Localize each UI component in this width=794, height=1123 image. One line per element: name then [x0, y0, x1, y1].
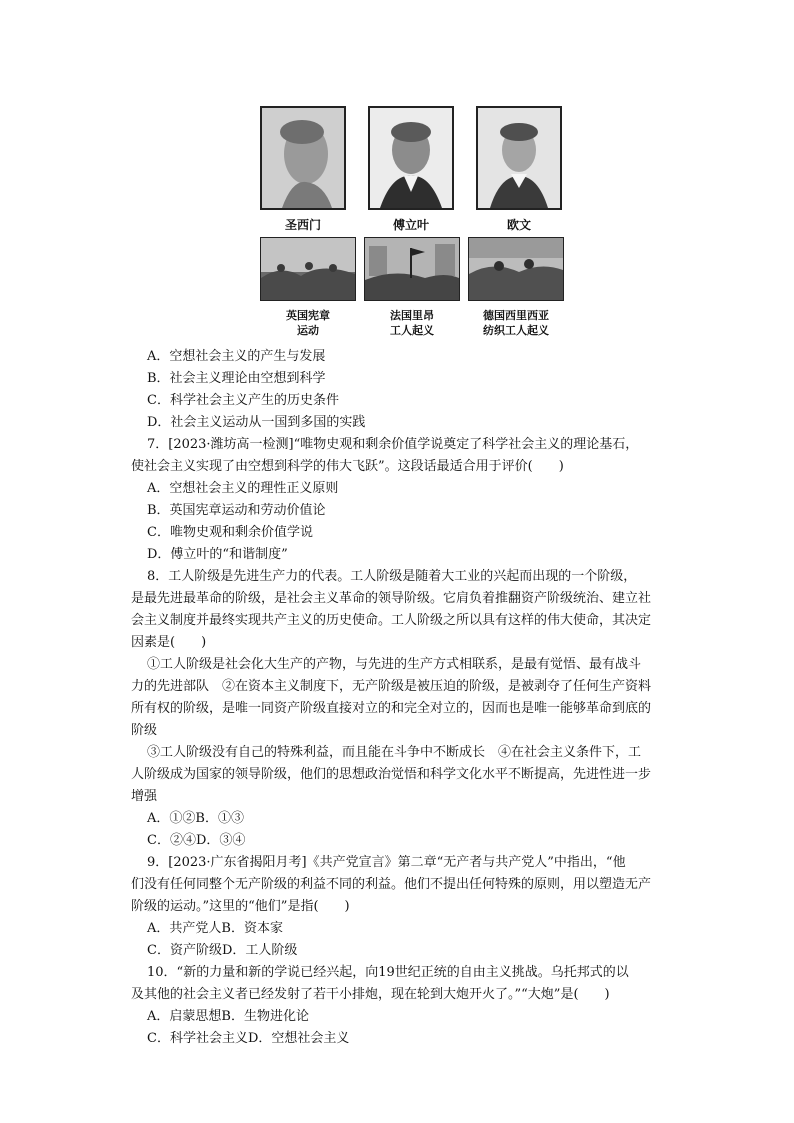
portrait-saint-simon — [260, 106, 346, 233]
q7-option: D．傅立叶的“和谐制度” — [147, 547, 288, 562]
q9-stem: 阶级的运动。”这里的“他们”是指( ) — [131, 899, 350, 914]
q7-option: C．唯物史观和剩余价值学说 — [147, 525, 313, 540]
q7-option: B．英国宪章运动和劳动价值论 — [147, 503, 326, 518]
q9-stem: 们没有任何同整个无产阶级的利益不同的利益。他们不提出任何特殊的原则，用以塑造无产 — [131, 877, 652, 892]
q6-option: B．社会主义理论由空想到科学 — [147, 371, 326, 386]
portrait-caption: 傅立叶 — [392, 218, 429, 232]
portrait-image — [260, 106, 346, 210]
question-text — [131, 346, 661, 1050]
event-image — [260, 237, 356, 301]
q8-stem: 是最先进最革命的阶级，是社会主义革命的领导阶级。它肩负着推翻资产阶级统治、建立社 — [131, 591, 652, 606]
event-caption: 法国里昂 工人起义 — [390, 309, 434, 337]
event-lyon — [364, 237, 460, 338]
q8-stem: 会主义制度并最终实现共产主义的历史使命。工人阶级之所以具有这样的伟大使命，其决定 — [131, 613, 652, 628]
q7-stem: 7．[2023·潍坊高一检测]“唯物史观和剩余价值学说奠定了科学社会主义的理论基石， — [147, 437, 639, 452]
q8-option: C．②④D．③④ — [147, 833, 246, 848]
q9-stem: 9．[2023·广东省揭阳月考]《共产党宣言》第二章“无产者与共产党人”中指出，“他 — [147, 855, 626, 870]
event-caption: 英国宪章 运动 — [286, 309, 330, 337]
q8-stem: 因素是( ) — [131, 635, 207, 650]
q8-item: 人阶级成为国家的领导阶级，他们的思想政治觉悟和科学文化水平不断提高，先进性进一步 — [131, 767, 652, 782]
q6-option: A．空想社会主义的产生与发展 — [147, 349, 326, 364]
q8-item: ③工人阶级没有自己的特殊利益，而且能在斗争中不断成长 ④在社会主义条件下，工 — [147, 745, 642, 760]
portrait-image — [368, 106, 454, 210]
q7-option: A．空想社会主义的理性正义原则 — [147, 481, 339, 496]
q8-item: 力的先进部队 ②在资本主义制度下，无产阶级是被压迫的阶级，是被剥夺了任何生产资料 — [131, 679, 652, 694]
q8-item: 阶级 — [131, 723, 158, 738]
q8-item: ①工人阶级是社会化大生产的产物，与先进的生产方式相联系，是最有觉悟、最有战斗 — [147, 657, 642, 672]
event-silesia — [468, 237, 564, 338]
q9-option: A．共产党人B．资本家 — [147, 921, 283, 936]
portrait-row — [0, 106, 794, 236]
q10-stem: 及其他的社会主义者已经发射了若干小排炮，现在轮到大炮开火了。”“大炮”是( ) — [131, 987, 610, 1002]
q9-option: C．资产阶级D．工人阶级 — [147, 943, 298, 958]
portrait-caption: 欧文 — [506, 218, 531, 232]
q6-option: C．科学社会主义产生的历史条件 — [147, 393, 339, 408]
portrait-image — [476, 106, 562, 210]
q10-stem: 10．“新的力量和新的学说已经兴起，向19世纪正统的自由主义挑战。乌托邦式的以 — [147, 965, 629, 980]
q10-option: A．启蒙思想B．生物进化论 — [147, 1009, 309, 1024]
portrait-fourier — [368, 106, 454, 233]
portrait-caption: 圣西门 — [284, 218, 321, 232]
q8-item: 所有权的阶级，是唯一同资产阶级直接对立的和完全对立的，因而也是唯一能够革命到底的 — [131, 701, 652, 716]
q6-option: D．社会主义运动从一国到多国的实践 — [147, 415, 366, 430]
q8-stem: 8．工人阶级是先进生产力的代表。工人阶级是随着大工业的兴起而出现的一个阶级， — [147, 569, 637, 584]
q8-option: A．①②B．①③ — [147, 811, 244, 826]
q7-stem: 使社会主义实现了由空想到科学的伟大飞跃”。这段话最适合用于评价( ) — [131, 459, 564, 474]
event-image — [364, 237, 460, 301]
event-image — [468, 237, 564, 301]
portrait-owen — [476, 106, 562, 233]
q10-option: C．科学社会主义D．空想社会主义 — [147, 1031, 350, 1046]
event-row — [0, 237, 794, 342]
event-chartist — [260, 237, 356, 338]
q8-item: 增强 — [131, 789, 158, 804]
event-caption: 德国西里西亚 纺织工人起义 — [483, 309, 549, 337]
